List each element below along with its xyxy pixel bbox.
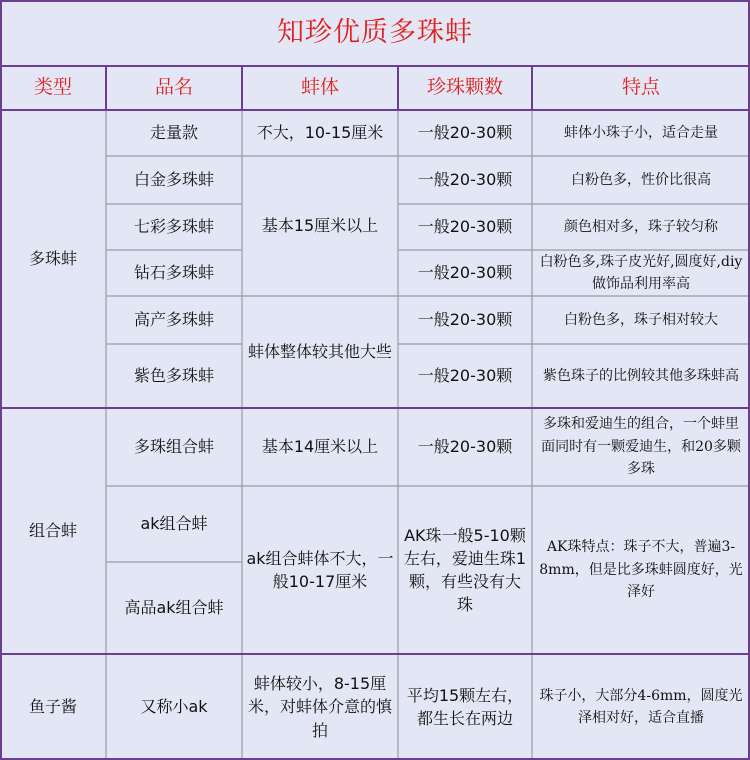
feature-cell: 多珠和爱迪生的组合，一个蚌里面同时有一颗爱迪生，和20多颗多珠 xyxy=(541,416,741,478)
row-name: 高产多珠蚌 xyxy=(133,310,214,330)
row-name: 高品ak组合蚌 xyxy=(124,598,224,618)
feature-cell: 珠子小，大部分4-6mm，圆度光泽相对好，适合直播 xyxy=(539,687,743,726)
pearl-count-cell: 一般20-30颗 xyxy=(417,437,513,457)
row-name: 紫色多珠蚌 xyxy=(133,366,214,386)
feature-cell: 蚌体小珠子小，适合走量 xyxy=(564,124,718,141)
pearl-count-cell: 一般20-30颗 xyxy=(417,217,513,237)
body-size-cell: 蚌体整体较其他大些 xyxy=(247,342,392,362)
pearl-count-cell: 一般20-30颗 xyxy=(417,123,513,143)
header-type: 类型 xyxy=(33,76,72,99)
header-features: 特点 xyxy=(621,76,660,99)
group-multi: 多珠蚌 xyxy=(28,249,77,269)
row-name: 七彩多珠蚌 xyxy=(133,217,214,237)
pearl-count-cell: 平均15颗左右，都生长在两边 xyxy=(406,685,524,728)
row-name: 又称小ak xyxy=(140,697,208,717)
row-name: 白金多珠蚌 xyxy=(133,170,214,190)
row-name: 多珠组合蚌 xyxy=(133,437,214,457)
feature-cell: AK珠特点：珠子不大，普遍3-8mm，但是比多珠蚌圆度好，光泽好 xyxy=(539,539,743,601)
header-name: 品名 xyxy=(154,76,193,99)
group-roe: 鱼子酱 xyxy=(28,697,77,717)
pearl-count-cell: 一般20-30颗 xyxy=(417,366,513,386)
pearl-count-cell: 一般20-30颗 xyxy=(417,310,513,330)
body-size-cell: 不大，10-15厘米 xyxy=(256,123,384,143)
feature-cell: 白粉色多，珠子相对较大 xyxy=(564,311,718,328)
row-name: ak组合蚌 xyxy=(140,514,208,534)
pearl-count-cell: AK珠一般5-10颗左右，爱迪生珠1颗，有些没有大珠 xyxy=(403,525,527,615)
pearl-count-cell: 一般20-30颗 xyxy=(417,170,513,190)
group-combo: 组合蚌 xyxy=(28,521,77,541)
feature-cell: 白粉色多,珠子皮光好,圆度好,diy做饰品利用率高 xyxy=(539,253,743,292)
pearl-count-cell: 一般20-30颗 xyxy=(417,263,513,283)
row-name: 钻石多珠蚌 xyxy=(133,263,214,283)
body-size-cell: ak组合蚌体不大，一般10-17厘米 xyxy=(246,548,394,591)
body-size-cell: 蚌体较小，8-15厘米，对蚌体介意的慎拍 xyxy=(247,674,392,740)
feature-cell: 白粉色多，性价比很高 xyxy=(571,171,711,188)
feature-cell: 颜色相对多，珠子较匀称 xyxy=(564,218,718,235)
body-size-cell: 基本14厘米以上 xyxy=(261,437,379,457)
header-pearls: 珍珠颗数 xyxy=(426,76,503,99)
header-body: 蚌体 xyxy=(300,76,339,99)
body-size-cell: 基本15厘米以上 xyxy=(261,216,379,236)
table-title: 知珍优质多珠蚌 xyxy=(277,17,473,49)
row-name: 走量款 xyxy=(149,123,198,143)
feature-cell: 紫色珠子的比例较其他多珠蚌高 xyxy=(543,367,739,384)
